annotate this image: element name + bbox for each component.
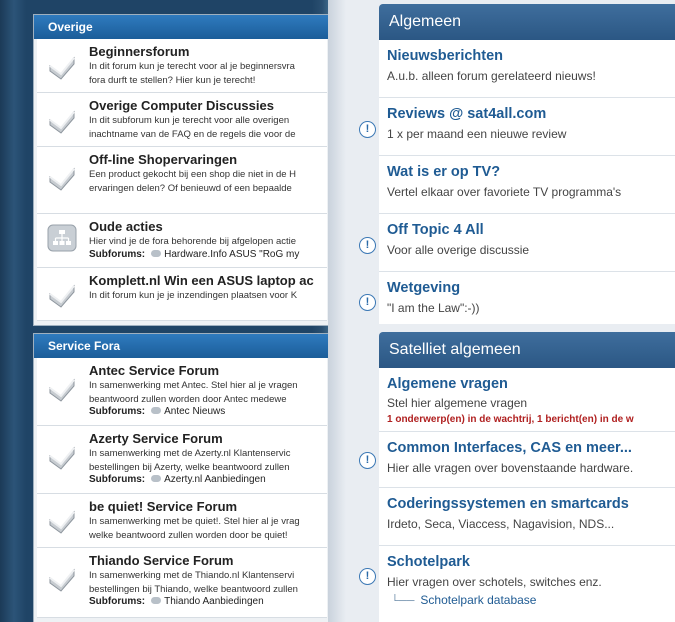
subforum-link[interactable]: Schotelpark database	[420, 593, 537, 607]
subforums	[89, 406, 327, 417]
speech-bubble-icon	[151, 475, 161, 482]
forum-desc-line: In dit forum kun je je inzendingen plaatsen voor K	[89, 290, 298, 301]
folder-check-icon	[47, 163, 77, 191]
forum-desc: Hier alle vragen over bovenstaande hardware.	[387, 461, 634, 475]
folder-check-icon	[47, 564, 77, 592]
folder-check-icon	[47, 442, 77, 470]
forum-row[interactable]	[37, 358, 327, 426]
forum-row[interactable]	[37, 214, 327, 268]
section-title-algemeen: Algemeen	[379, 4, 675, 40]
forum-desc-line: In dit subforum kun je terecht voor alle overigen	[89, 115, 290, 126]
section-overige	[33, 14, 328, 326]
forum-row[interactable]	[379, 272, 675, 324]
info-icon[interactable]: !	[359, 121, 376, 138]
forum-title[interactable]: Common Interfaces, CAS en meer...	[387, 440, 632, 456]
forum-row[interactable]	[379, 98, 675, 156]
panel-edge	[328, 0, 346, 622]
forum-desc-line: Hier vind je de fora behorende bij afgelopen actie	[89, 236, 297, 247]
forum-desc-line: Een product gekocht bij een shop die niet in de H	[89, 169, 297, 180]
forum-row[interactable]	[37, 147, 327, 214]
forum-desc-line: In dit forum kun je terecht voor al je beginnersvra	[89, 61, 295, 72]
forum-title[interactable]: Overige Computer Discussies	[89, 98, 274, 113]
folder-check-icon	[47, 52, 77, 80]
speech-bubble-icon	[151, 597, 161, 604]
folder-check-icon	[47, 280, 77, 308]
forum-title[interactable]: Thiando Service Forum	[89, 553, 234, 568]
forum-desc: Stel hier algemene vragen	[387, 396, 528, 410]
forum-title[interactable]: be quiet! Service Forum	[89, 499, 238, 514]
forum-row[interactable]	[379, 214, 675, 272]
info-icon[interactable]: !	[359, 568, 376, 585]
forum-desc: Irdeto, Seca, Viaccess, Nagavision, NDS...	[387, 517, 615, 531]
subforums-label: Subforums:	[89, 596, 146, 607]
forum-row[interactable]	[37, 548, 327, 618]
forum-desc-line: inachtname van de FAQ en de regels die voor de	[89, 128, 296, 140]
section-title-satelliet: Satelliet algemeen	[379, 332, 675, 368]
forum-row[interactable]	[37, 39, 327, 93]
forum-row[interactable]	[379, 156, 675, 214]
forum-desc: Hier vragen over schotels, switches enz.	[387, 575, 602, 589]
folder-check-icon	[47, 106, 77, 134]
forum-row[interactable]	[379, 488, 675, 546]
forum-row[interactable]	[37, 268, 327, 321]
moderation-queue-notice[interactable]: 1 onderwerp(en) in de wachtrij, 1 bericht(en) in de w	[387, 414, 634, 425]
section-title: Service Fora	[34, 334, 328, 358]
forum-title[interactable]: Komplett.nl Win een ASUS laptop ac	[89, 273, 314, 288]
forum-title[interactable]: Reviews @ sat4all.com	[387, 106, 547, 122]
section-title: Overige	[34, 15, 328, 39]
forum-title[interactable]: Nieuwsberichten	[387, 48, 504, 64]
speech-bubble-icon	[151, 250, 161, 257]
forum-row[interactable]	[37, 426, 327, 494]
subforums	[89, 249, 327, 260]
forum-desc-line: In samenwerking met de Thiando.nl Klantenservi	[89, 570, 295, 581]
sitemap-icon	[47, 224, 77, 252]
folder-check-icon	[47, 374, 77, 402]
forum-title[interactable]: Azerty Service Forum	[89, 431, 223, 446]
forum-desc-line: In samenwerking met de Azerty.nl Klantenservic	[89, 448, 291, 459]
forum-desc-line: ervaringen delen? Of benieuwd of een bepaalde	[89, 182, 292, 194]
info-icon[interactable]: !	[359, 237, 376, 254]
forum-desc-line: beantwoord zullen worden door Antec medewe	[89, 393, 287, 405]
forum-desc-line: bestellingen bij Thiando, welke beantwoord zullen	[89, 583, 298, 595]
forum-row[interactable]	[379, 368, 675, 432]
forum-desc: Voor alle overige discussie	[387, 243, 530, 257]
info-icon[interactable]: !	[359, 452, 376, 469]
subforums-label: Subforums:	[89, 248, 146, 260]
forum-row[interactable]	[379, 546, 675, 622]
right-forum-panel	[328, 0, 675, 622]
subforums	[89, 596, 327, 607]
forum-desc-line: fora durft te stellen? Hier kun je terecht!	[89, 74, 256, 86]
subforums-label: Subforums:	[89, 474, 146, 485]
forum-desc-line: In samenwerking met be quiet!. Stel hier al je vrag	[89, 516, 300, 527]
forum-row[interactable]	[37, 494, 327, 548]
forum-row[interactable]	[37, 93, 327, 147]
forum-title[interactable]: Schotelpark	[387, 554, 470, 570]
forum-title[interactable]: Wat is er op TV?	[387, 164, 501, 180]
section-service-fora	[33, 333, 328, 622]
subforum-link[interactable]: Antec Nieuws	[164, 406, 226, 417]
forum-title[interactable]: Antec Service Forum	[89, 363, 220, 378]
forum-title[interactable]: Algemene vragen	[387, 376, 508, 392]
forum-desc: 1 x per maand een nieuwe review	[387, 127, 567, 141]
forum-title[interactable]: Off-line Shopervaringen	[89, 152, 238, 167]
forum-desc-line: welke beantwoord zullen worden door be quiet!	[89, 529, 288, 541]
folder-check-icon	[47, 506, 77, 534]
forum-title[interactable]: Coderingssystemen en smartcards	[387, 496, 629, 512]
subforums-label: Subforums:	[89, 406, 146, 417]
subforums	[89, 474, 327, 485]
forum-desc-line: In samenwerking met Antec. Stel hier al je vragen	[89, 380, 298, 391]
tree-branch-icon: └──	[391, 595, 415, 607]
forum-row[interactable]	[379, 432, 675, 488]
subforum-link[interactable]: Hardware.Info ASUS "RoG my	[164, 248, 300, 260]
forum-title[interactable]: Off Topic 4 All	[387, 222, 484, 238]
forum-row[interactable]	[379, 40, 675, 98]
forum-title[interactable]: Oude acties	[89, 219, 163, 234]
forum-title[interactable]: Wetgeving	[387, 280, 461, 296]
info-icon[interactable]: !	[359, 294, 376, 311]
forum-desc-line: bestellingen bij Azerty, welke beantwoord zullen	[89, 461, 290, 473]
forum-desc: A.u.b. alleen forum gerelateerd nieuws!	[387, 69, 596, 83]
subforum-link[interactable]: Thiando Aanbiedingen	[164, 596, 264, 607]
forum-desc: "I am the Law":-))	[387, 301, 480, 315]
forum-title[interactable]: Beginnersforum	[89, 44, 190, 59]
speech-bubble-icon	[151, 407, 161, 414]
subforum-item[interactable]	[391, 593, 536, 607]
subforum-link[interactable]: Azerty.nl Aanbiedingen	[164, 474, 266, 485]
forum-desc: Vertel elkaar over favoriete TV programma's	[387, 185, 622, 199]
left-forum-panel	[0, 0, 328, 622]
